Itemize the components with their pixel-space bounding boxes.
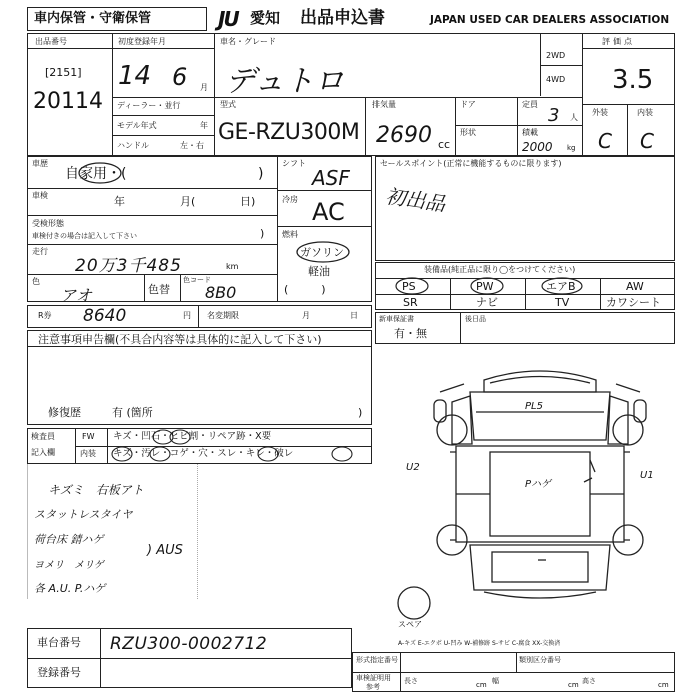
car-name-value: デュトロ bbox=[225, 64, 345, 99]
history-value: 自家用・( bbox=[65, 166, 127, 182]
spec-class-label: 類別区分番号 bbox=[519, 656, 561, 664]
spec-form-label: 形式指定番号 bbox=[356, 656, 398, 664]
storage-label: 車内保管・守衛保管 bbox=[34, 11, 152, 26]
spec-length-unit: cm bbox=[476, 681, 487, 689]
color-change-label: 色替 bbox=[148, 283, 170, 296]
load-unit: kg bbox=[567, 144, 576, 152]
inspection-day: 日) bbox=[240, 195, 256, 208]
inspector-note-2: スタットレスタイヤ bbox=[34, 508, 133, 521]
diagram-front-label: PL5 bbox=[525, 401, 543, 412]
recycle-unit: 円 bbox=[183, 311, 191, 320]
new-car-warranty-options: 有・無 bbox=[394, 327, 427, 340]
registration-no-label: 登録番号 bbox=[37, 666, 81, 679]
name-change-day: 日 bbox=[350, 311, 358, 320]
new-car-warranty-label: 新車保証書 bbox=[379, 315, 414, 323]
repair-label: 修復歴 bbox=[48, 406, 81, 419]
inspector-in: 内装 bbox=[80, 449, 96, 458]
rating-label: 評価点 bbox=[602, 37, 635, 46]
shape-label: 形状 bbox=[460, 128, 476, 137]
fuel-gasoline: ガソリン bbox=[300, 246, 344, 259]
aircon-label: 冷房 bbox=[282, 195, 298, 204]
inspector-fw: FW bbox=[82, 432, 95, 441]
color-code-value: 8B0 bbox=[205, 283, 237, 302]
inspector-note-1: キズミ 右板アト bbox=[48, 483, 144, 497]
door-label: ドア bbox=[460, 100, 476, 109]
model-year-unit: 年 bbox=[200, 121, 208, 130]
history-close: ) bbox=[258, 166, 264, 182]
inspector-note-4: ヨメリ メリゲ bbox=[34, 560, 104, 571]
recycle-value: 8640 bbox=[83, 306, 127, 326]
spec-width-label: 幅 bbox=[492, 677, 499, 685]
warranty-note: 車検付きの場合は記入して下さい bbox=[32, 232, 137, 240]
registration-year: 14 bbox=[118, 61, 152, 91]
chassis-label: 車台番号 bbox=[37, 636, 81, 649]
association-name: JAPAN USED CAR DEALERS ASSOCIATION bbox=[430, 14, 670, 26]
handle-label: ハンドル bbox=[117, 141, 149, 150]
rear-seat-label: 後日品 bbox=[465, 315, 486, 323]
chassis-value: RZU300-0002712 bbox=[110, 634, 268, 654]
model-value: GE-RZU300M bbox=[218, 120, 360, 145]
aircon-value: AC bbox=[312, 198, 345, 226]
spec-height-label: 高さ bbox=[582, 677, 596, 685]
drive-2wd: 2WD bbox=[546, 51, 566, 60]
mileage-unit: km bbox=[226, 262, 239, 271]
shift-value: ASF bbox=[312, 166, 350, 190]
color-value: アオ bbox=[60, 286, 92, 305]
rating-value: 3.5 bbox=[612, 65, 654, 95]
history-label: 車歴 bbox=[32, 159, 48, 168]
car-name-label: 車名・グレード bbox=[220, 37, 276, 46]
lot-sub-number: [2151] bbox=[45, 66, 82, 79]
inspector-label-2: 記入欄 bbox=[31, 448, 55, 457]
inspector-note-5: 各 A.U. P.ハゲ bbox=[34, 582, 106, 595]
inspector-in-items: キズ・汚レ・コゲ・穴・スレ・キレ・破レ bbox=[113, 448, 294, 459]
damage-legend: A-キズ E-エクボ U-凹み W-補修跡 S-サビ C-腐食 XX-交換済 bbox=[398, 640, 561, 647]
form-title: 出品申込書 bbox=[300, 8, 385, 28]
sales-point-label: セールスポイント(正常に機能するものに限ります) bbox=[380, 159, 562, 168]
equip-seat: カワシート bbox=[606, 296, 661, 309]
exterior-label: 外装 bbox=[592, 108, 608, 117]
model-year-label: モデル年式 bbox=[117, 121, 157, 130]
equip-airbag: エアB bbox=[546, 280, 576, 293]
capacity-label: 定員 bbox=[522, 100, 538, 109]
warranty-close: ) bbox=[260, 227, 265, 240]
repair-close: ) bbox=[358, 406, 363, 419]
equip-aw: AW bbox=[626, 280, 644, 293]
warranty-label: 受検形態 bbox=[32, 219, 64, 228]
inspector-note-3: 荷台床 錆ハゲ bbox=[34, 533, 104, 546]
mileage-value: 20万3千485 bbox=[75, 256, 182, 276]
displacement-label: 排気量 bbox=[372, 100, 396, 109]
displacement-unit: cc bbox=[438, 138, 451, 151]
equip-tv: TV bbox=[555, 296, 570, 309]
registration-label: 初度登録年月 bbox=[118, 37, 166, 46]
name-change-month: 月 bbox=[302, 311, 310, 320]
spec-ref-label: 参考 bbox=[366, 683, 380, 691]
handle-options: 左・右 bbox=[180, 141, 204, 150]
interior-value: C bbox=[640, 129, 654, 153]
model-label: 型式 bbox=[220, 100, 236, 109]
diagram-bed-label: Pハゲ bbox=[525, 479, 552, 490]
spec-height-unit: cm bbox=[658, 681, 669, 689]
inspection-label: 車検 bbox=[32, 191, 48, 200]
spec-cert-label: 車検証明用 bbox=[356, 674, 391, 682]
spec-width-unit: cm bbox=[568, 681, 579, 689]
equip-navi: ナビ bbox=[476, 296, 498, 309]
load-value: 2000 bbox=[522, 140, 553, 154]
fuel-diesel: 軽油 bbox=[308, 265, 330, 278]
ju-logo: JU bbox=[218, 7, 238, 31]
fuel-label: 燃料 bbox=[282, 230, 298, 239]
name-change-label: 名変期限 bbox=[207, 311, 239, 320]
repair-options: 有 (箇所 bbox=[112, 406, 153, 419]
inspector-label-1: 検査員 bbox=[31, 432, 55, 441]
color-label: 色 bbox=[32, 277, 40, 286]
capacity-unit: 人 bbox=[570, 113, 578, 122]
exterior-value: C bbox=[598, 129, 612, 153]
sales-point-value: 初出品 bbox=[384, 183, 447, 217]
mileage-label: 走行 bbox=[32, 247, 48, 256]
diagram-left-label: U2 bbox=[406, 462, 420, 473]
recycle-block bbox=[27, 305, 372, 328]
fuel-paren: ( ) bbox=[284, 283, 326, 296]
equip-sr: SR bbox=[403, 296, 418, 309]
lot-label: 出品番号 bbox=[35, 37, 67, 46]
inspector-fw-items: キズ・凹石・ヒビ割・リペア跡・X要 bbox=[113, 431, 272, 442]
inspector-note-bracket: ) AUS bbox=[147, 543, 183, 558]
registration-month: 6 bbox=[172, 63, 188, 91]
dealer-label: ディーラー・並行 bbox=[117, 101, 181, 110]
inspection-month: 月( bbox=[180, 195, 196, 208]
load-label: 積載 bbox=[522, 128, 538, 137]
lot-number: 20114 bbox=[33, 89, 103, 114]
registration-month-unit: 月 bbox=[200, 83, 208, 92]
color-code-label: 色コード bbox=[183, 276, 211, 284]
diagram-right-label: U1 bbox=[640, 470, 654, 481]
shift-label: シフト bbox=[282, 159, 306, 168]
drive-4wd: 4WD bbox=[546, 75, 566, 84]
interior-label: 内装 bbox=[637, 108, 653, 117]
displacement-value: 2690 bbox=[376, 123, 432, 148]
equipment-label: 装備品(純正品に限り◯をつけてください) bbox=[424, 265, 576, 274]
region-label: 愛知 bbox=[250, 9, 281, 27]
spare-label: スペア bbox=[398, 620, 422, 629]
recycle-label: R券 bbox=[38, 311, 52, 320]
notes-label: 注意事項申告欄(不具合内容等は具体的に記入して下さい) bbox=[38, 333, 322, 346]
capacity-value: 3 bbox=[548, 105, 560, 126]
spec-length-label: 長さ bbox=[404, 677, 418, 685]
equip-ps: PS bbox=[402, 280, 416, 293]
inspection-year: 年 bbox=[114, 195, 125, 208]
equip-pw: PW bbox=[476, 280, 494, 293]
